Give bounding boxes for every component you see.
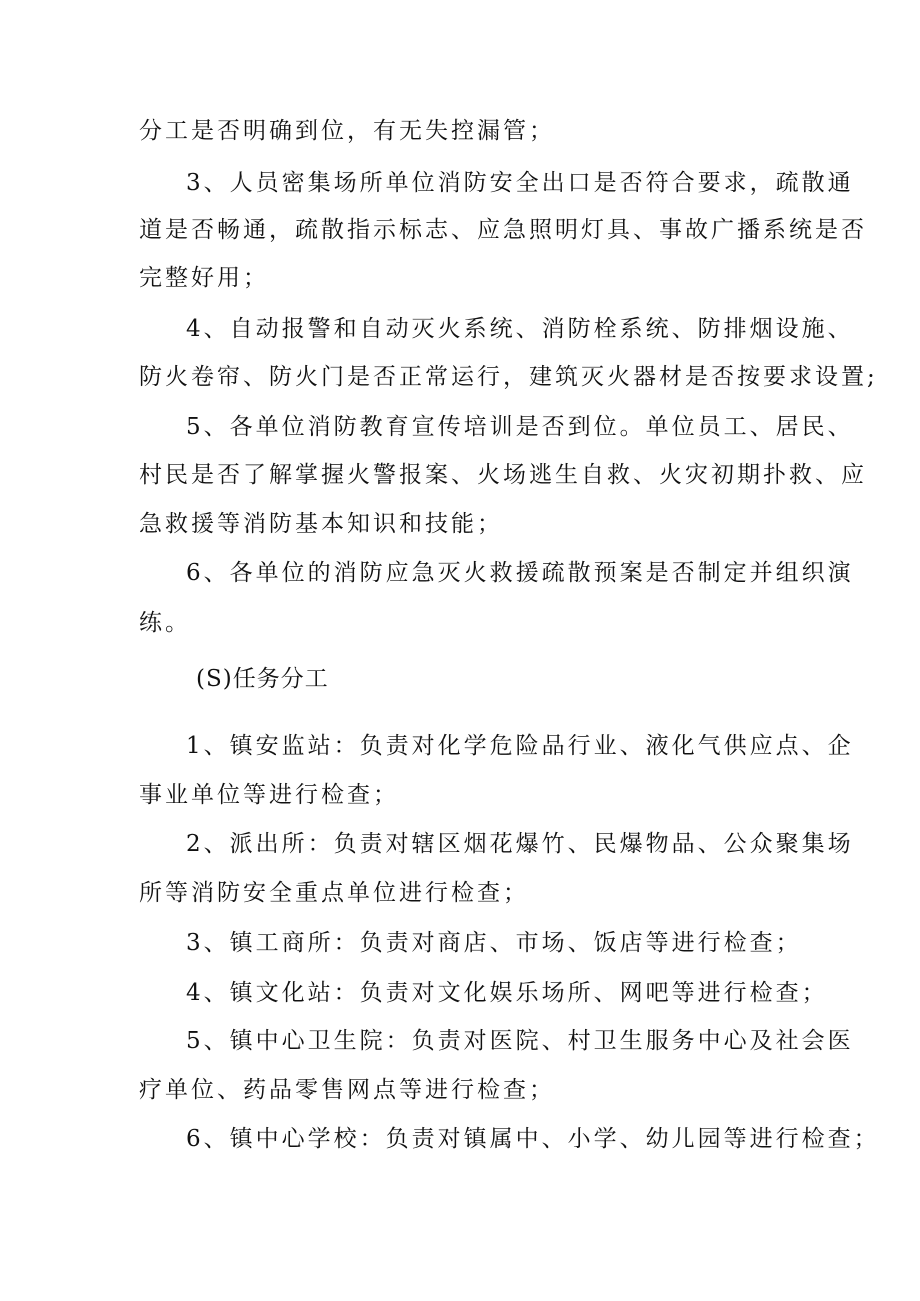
text-line: 3、镇工商所：负责对商店、市场、饭店等进行检查； [186, 930, 802, 956]
text-line: 完整好用； [139, 265, 269, 291]
text-line: 防火卷帘、防火门是否正常运行，建筑灭火器材是否按要求设置; [139, 364, 878, 390]
text-line: 1、镇安监站：负责对化学危险品行业、液化气供应点、企 [186, 733, 854, 759]
section-heading: (S)任务分工 [196, 666, 329, 692]
text-line: 6、各单位的消防应急灭火救援疏散预案是否制定并组织演 [186, 560, 854, 586]
text-line: 村民是否了解掌握火警报案、火场逃生自救、火灾初期扑救、应 [139, 462, 867, 488]
text-line: 5、镇中心卫生院：负责对医院、村卫生服务中心及社会医 [186, 1028, 854, 1054]
text-line: 3、人员密集场所单位消防安全出口是否符合要求，疏散通 [186, 170, 854, 196]
text-line: 2、派出所：负责对辖区烟花爆竹、民爆物品、公众聚集场 [186, 831, 854, 857]
text-line: 4、镇文化站：负责对文化娱乐场所、网吧等进行检查； [186, 980, 828, 1006]
text-line: 道是否畅通，疏散指示标志、应急照明灯具、事故广播系统是否 [139, 217, 867, 243]
text-line: 4、自动报警和自动灭火系统、消防栓系统、防排烟设施、 [186, 316, 854, 342]
text-line: 练。 [139, 610, 191, 636]
text-line: 所等消防安全重点单位进行检查； [139, 880, 529, 906]
text-line: 事业单位等进行检查； [139, 782, 399, 808]
text-line: 5、各单位消防教育宣传培训是否到位。单位员工、居民、 [186, 414, 854, 440]
text-line: 疗单位、药品零售网点等进行检查； [139, 1077, 555, 1103]
text-line: 分工是否明确到位，有无失控漏管； [139, 118, 555, 144]
text-line: 急救援等消防基本知识和技能； [139, 511, 503, 537]
text-line: 6、镇中心学校：负责对镇属中、小学、幼儿园等进行检查； [186, 1126, 880, 1152]
